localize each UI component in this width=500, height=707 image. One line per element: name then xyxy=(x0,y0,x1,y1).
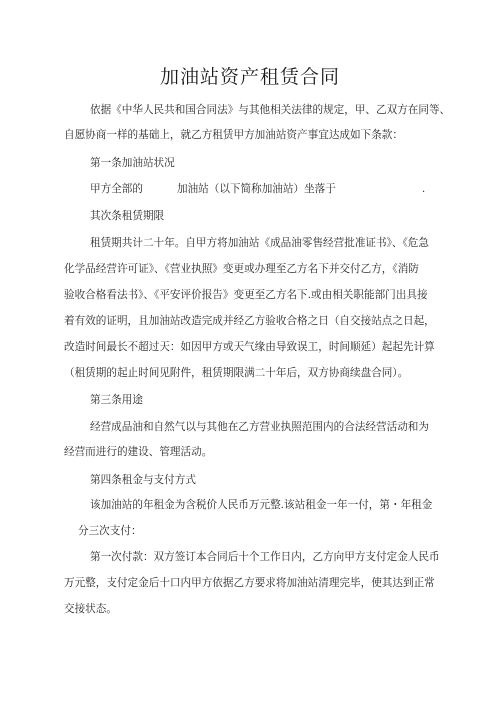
section-1-heading: 第一条加油站状况 xyxy=(90,157,175,169)
section-2-line-5: 改造时间最长不超过天：如因甲方或天气缘由导致误工，时间顺延）起起先计算 xyxy=(64,341,435,353)
intro-line-1: 依据《中华人民共和国合同法》与其他相关法律的规定，甲、乙双方在同等、 xyxy=(90,104,451,116)
payment-1-line-3: 交接状态。 xyxy=(64,603,117,615)
intro-line-2: 自愿协商一样的基础上，就乙方租赁甲方加油站资产事宜达成如下条款： xyxy=(64,129,403,141)
payment-1-line-2: 万元整，支付定金后十口内甲方依据乙方要求将加油站清理完毕，使其达到正常 xyxy=(64,577,435,589)
section-2-line-1: 租赁期共计二十年。自甲方将加油站《成品油零售经营批准证书》、《危急 xyxy=(90,237,429,249)
document-title: 加油站资产租赁合同 xyxy=(159,66,340,88)
section-3-line-2: 经营而进行的建设、管理活动。 xyxy=(64,446,213,458)
section-2-line-3: 验收合格看法书》、《平安评价报告》变更至乙方名下.或由相关职能部门出具接 xyxy=(64,289,428,301)
section-4-heading: 第四条租金与支付方式 xyxy=(90,474,196,486)
section-1-text-c: . xyxy=(421,183,426,195)
section-2-line-6: （租赁期的起止时间见附件，租赁期限满二十年后，双方协商续盘合同）。 xyxy=(64,367,409,379)
section-4-line-1: 该加油站的年租金为含税价人民币万元整.该站租金一年一付，第・年租金 xyxy=(90,499,433,511)
section-4-line-2: 分三次支付： xyxy=(78,525,142,537)
section-3-heading: 第三条用途 xyxy=(90,394,143,406)
section-3-line-1: 经营成品油和自然气以与其他在乙方营业执照范围内的合法经营活动和为 xyxy=(90,421,429,433)
payment-1-line-1: 第一次付款：双方签订本合同后十个工作日内，乙方向甲方支付定金人民币 xyxy=(90,551,440,563)
section-2-line-2: 化学品经营许可证》、《营业执照》变更或办理至乙方名下并交付乙方，《消防 xyxy=(64,263,419,275)
section-2-line-4: 着有效的证明，且加油站改造完成并经乙方验收合格之日（自交接站点之日起， xyxy=(64,315,435,327)
section-1-text xyxy=(90,182,425,196)
section-1-text-a: 甲方全部的 xyxy=(90,183,143,195)
section-1-text-b: 加油站（以下简称加油站）坐落于 xyxy=(176,183,336,195)
section-2-heading: 其次条租赁期限 xyxy=(90,210,165,222)
